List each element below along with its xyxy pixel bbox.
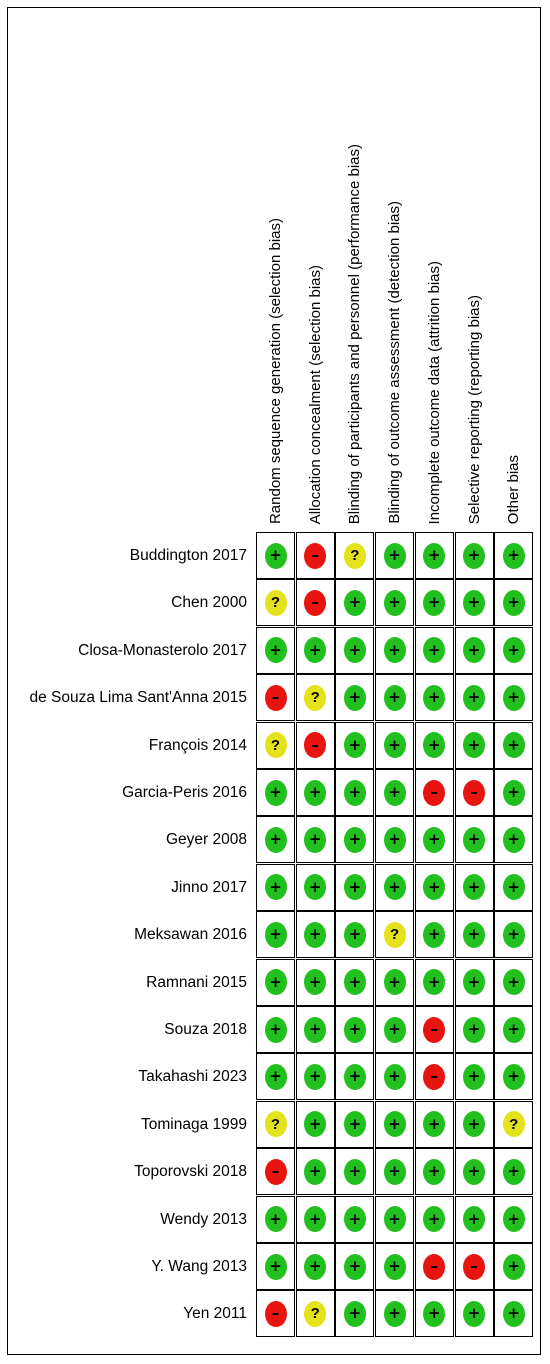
rating-cell <box>415 1148 454 1195</box>
low-risk-mark: + <box>304 827 326 853</box>
rating-cell <box>375 674 414 721</box>
rating-cell <box>455 674 494 721</box>
low-risk-mark: + <box>503 1017 525 1043</box>
study-label: Wendy 2013 <box>160 1210 247 1228</box>
rating-cell <box>415 816 454 863</box>
column-header <box>415 0 455 530</box>
low-risk-mark: + <box>384 1111 406 1137</box>
rating-cell <box>494 1290 533 1337</box>
study-label: Ramnani 2015 <box>146 973 247 991</box>
rating-cell <box>335 579 374 626</box>
study-label: Souza 2018 <box>164 1021 247 1038</box>
rating-cell <box>296 1053 335 1100</box>
rating-cell <box>335 1196 374 1243</box>
rating-cell <box>494 674 533 721</box>
column-header-label: Selective reporting (reporting bias) <box>465 294 483 524</box>
rating-cell <box>296 1006 335 1053</box>
high-risk-mark: – <box>265 1301 287 1327</box>
low-risk-mark: + <box>423 1159 445 1185</box>
study-label: Tominaga 1999 <box>141 1115 247 1133</box>
rating-cell <box>455 1290 494 1337</box>
low-risk-mark: + <box>304 1064 326 1090</box>
low-risk-mark: + <box>463 1111 485 1137</box>
rating-cell <box>296 1101 335 1148</box>
rating-cell <box>296 1243 335 1290</box>
study-label: Closa-Monasterolo 2017 <box>78 641 247 659</box>
column-header-label: Other bias <box>505 454 523 524</box>
low-risk-mark: + <box>423 543 445 569</box>
low-risk-mark: + <box>463 1064 485 1090</box>
rating-cell <box>335 674 374 721</box>
rating-cell <box>375 1290 414 1337</box>
low-risk-mark: + <box>384 1206 406 1232</box>
study-label: Jinno 2017 <box>171 878 247 896</box>
rating-cell <box>494 532 533 579</box>
low-risk-mark: + <box>304 637 326 663</box>
rating-cell <box>256 1196 295 1243</box>
low-risk-mark: + <box>265 969 287 995</box>
column-header-label: Incomplete outcome data (attrition bias) <box>425 260 443 524</box>
rating-cell <box>335 769 374 816</box>
rating-cell <box>375 532 414 579</box>
low-risk-mark: + <box>265 637 287 663</box>
rating-cell <box>375 722 414 769</box>
low-risk-mark: + <box>423 590 445 616</box>
column-header-label: Blinding of outcome assessment (detection bias) <box>386 201 404 524</box>
rating-cell <box>494 911 533 958</box>
rating-cell <box>256 722 295 769</box>
rating-cell <box>375 627 414 674</box>
low-risk-mark: + <box>384 543 406 569</box>
rating-cell <box>375 864 414 911</box>
rating-cell <box>296 1196 335 1243</box>
unclear-risk-mark: ? <box>304 685 326 711</box>
low-risk-mark: + <box>503 590 525 616</box>
rating-cell <box>335 1148 374 1195</box>
rating-cell <box>415 1053 454 1100</box>
rating-cell <box>296 532 335 579</box>
column-header <box>335 0 375 530</box>
high-risk-mark: – <box>463 780 485 806</box>
low-risk-mark: + <box>503 732 525 758</box>
rating-cell <box>494 579 533 626</box>
rating-cell <box>494 1196 533 1243</box>
rating-cell <box>415 1243 454 1290</box>
rating-cell <box>415 1006 454 1053</box>
rating-cell <box>415 674 454 721</box>
rating-cell <box>256 1148 295 1195</box>
rating-cell <box>494 816 533 863</box>
rating-cell <box>375 911 414 958</box>
low-risk-mark: + <box>463 1159 485 1185</box>
low-risk-mark: + <box>384 732 406 758</box>
unclear-risk-mark: ? <box>265 1111 287 1137</box>
rating-cell <box>256 674 295 721</box>
low-risk-mark: + <box>384 969 406 995</box>
rating-cell <box>455 722 494 769</box>
rating-cell <box>455 1053 494 1100</box>
rating-cell <box>256 769 295 816</box>
unclear-risk-mark: ? <box>344 543 366 569</box>
low-risk-mark: + <box>423 1206 445 1232</box>
rating-cell <box>455 769 494 816</box>
high-risk-mark: – <box>423 1254 445 1280</box>
column-header <box>494 0 534 530</box>
low-risk-mark: + <box>423 922 445 948</box>
rating-cell <box>415 627 454 674</box>
low-risk-mark: + <box>265 827 287 853</box>
rating-cell <box>335 816 374 863</box>
rating-cell <box>256 1243 295 1290</box>
rating-cell <box>335 1243 374 1290</box>
low-risk-mark: + <box>304 1254 326 1280</box>
high-risk-mark: – <box>423 780 445 806</box>
low-risk-mark: + <box>304 922 326 948</box>
high-risk-mark: – <box>304 590 326 616</box>
high-risk-mark: – <box>265 685 287 711</box>
low-risk-mark: + <box>384 1159 406 1185</box>
low-risk-mark: + <box>503 1301 525 1327</box>
rating-cell <box>375 1006 414 1053</box>
low-risk-mark: + <box>265 543 287 569</box>
rating-cell <box>375 579 414 626</box>
rating-cell <box>335 722 374 769</box>
low-risk-mark: + <box>423 827 445 853</box>
low-risk-mark: + <box>384 827 406 853</box>
rating-cell <box>296 959 335 1006</box>
rating-cell <box>455 627 494 674</box>
low-risk-mark: + <box>463 922 485 948</box>
column-header <box>296 0 336 530</box>
low-risk-mark: + <box>344 1111 366 1137</box>
low-risk-mark: + <box>503 827 525 853</box>
low-risk-mark: + <box>503 780 525 806</box>
low-risk-mark: + <box>304 1017 326 1043</box>
low-risk-mark: + <box>503 969 525 995</box>
unclear-risk-mark: ? <box>503 1111 525 1137</box>
rating-cell <box>415 911 454 958</box>
low-risk-mark: + <box>463 1301 485 1327</box>
low-risk-mark: + <box>344 969 366 995</box>
rating-cell <box>494 864 533 911</box>
low-risk-mark: + <box>344 685 366 711</box>
rating-cell <box>256 1290 295 1337</box>
rating-cell <box>415 959 454 1006</box>
rating-cell <box>375 959 414 1006</box>
low-risk-mark: + <box>304 969 326 995</box>
low-risk-mark: + <box>463 637 485 663</box>
rating-cell <box>335 959 374 1006</box>
rating-cell <box>335 864 374 911</box>
rating-cell <box>296 579 335 626</box>
low-risk-mark: + <box>384 1301 406 1327</box>
study-label: Toporovski 2018 <box>134 1163 247 1181</box>
rating-cell <box>455 959 494 1006</box>
rating-cell <box>415 1196 454 1243</box>
high-risk-mark: – <box>304 543 326 569</box>
low-risk-mark: + <box>423 969 445 995</box>
rating-cell <box>296 769 335 816</box>
study-label: François 2014 <box>148 736 247 754</box>
low-risk-mark: + <box>384 874 406 900</box>
low-risk-mark: + <box>423 1111 445 1137</box>
rating-cell <box>296 816 335 863</box>
rating-cell <box>455 864 494 911</box>
rating-cell <box>335 532 374 579</box>
rating-cell <box>494 1243 533 1290</box>
low-risk-mark: + <box>265 874 287 900</box>
low-risk-mark: + <box>423 732 445 758</box>
low-risk-mark: + <box>304 874 326 900</box>
low-risk-mark: + <box>344 874 366 900</box>
low-risk-mark: + <box>344 1301 366 1327</box>
low-risk-mark: + <box>344 827 366 853</box>
rating-cell <box>256 1053 295 1100</box>
low-risk-mark: + <box>384 780 406 806</box>
study-label: de Souza Lima Sant'Anna 2015 <box>29 689 247 707</box>
high-risk-mark: – <box>423 1017 445 1043</box>
rating-cell <box>335 1290 374 1337</box>
study-label: Meksawan 2016 <box>134 926 247 944</box>
low-risk-mark: + <box>423 637 445 663</box>
rating-cell <box>375 1196 414 1243</box>
low-risk-mark: + <box>304 1159 326 1185</box>
low-risk-mark: + <box>423 874 445 900</box>
study-label: Chen 2000 <box>171 594 247 612</box>
rating-cell <box>415 579 454 626</box>
rating-cell <box>415 864 454 911</box>
low-risk-mark: + <box>503 637 525 663</box>
rating-cell <box>455 911 494 958</box>
rating-cell <box>494 1053 533 1100</box>
low-risk-mark: + <box>265 1206 287 1232</box>
column-header <box>256 0 296 530</box>
rating-cell <box>256 816 295 863</box>
low-risk-mark: + <box>384 685 406 711</box>
rating-cell <box>296 911 335 958</box>
rating-cell <box>455 579 494 626</box>
rating-cell <box>415 722 454 769</box>
low-risk-mark: + <box>265 1064 287 1090</box>
rating-cell <box>494 1006 533 1053</box>
low-risk-mark: + <box>463 543 485 569</box>
low-risk-mark: + <box>344 637 366 663</box>
rating-cell <box>494 959 533 1006</box>
low-risk-mark: + <box>384 590 406 616</box>
low-risk-mark: + <box>463 874 485 900</box>
rating-cell <box>256 1006 295 1053</box>
low-risk-mark: + <box>344 1159 366 1185</box>
low-risk-mark: + <box>384 1017 406 1043</box>
study-label: Buddington 2017 <box>129 547 247 564</box>
column-header-label: Random sequence generation (selection bias) <box>267 217 284 524</box>
low-risk-mark: + <box>344 1254 366 1280</box>
low-risk-mark: + <box>463 827 485 853</box>
study-label: Takahashi 2023 <box>138 1068 247 1086</box>
rating-cell <box>415 1101 454 1148</box>
low-risk-mark: + <box>503 1159 525 1185</box>
low-risk-mark: + <box>423 1301 445 1327</box>
unclear-risk-mark: ? <box>265 732 287 758</box>
low-risk-mark: + <box>384 1064 406 1090</box>
low-risk-mark: + <box>463 685 485 711</box>
low-risk-mark: + <box>344 1206 366 1232</box>
low-risk-mark: + <box>344 780 366 806</box>
rating-cell <box>256 579 295 626</box>
low-risk-mark: + <box>384 637 406 663</box>
rating-cell <box>455 816 494 863</box>
rating-cell <box>335 627 374 674</box>
low-risk-mark: + <box>384 1254 406 1280</box>
rating-cell <box>296 722 335 769</box>
low-risk-mark: + <box>503 922 525 948</box>
rating-cell <box>256 627 295 674</box>
low-risk-mark: + <box>265 1017 287 1043</box>
high-risk-mark: – <box>463 1254 485 1280</box>
rating-cell <box>455 1148 494 1195</box>
low-risk-mark: + <box>265 922 287 948</box>
rating-cell <box>256 959 295 1006</box>
rating-cell <box>375 1243 414 1290</box>
rating-cell <box>256 1101 295 1148</box>
rating-cell <box>256 911 295 958</box>
low-risk-mark: + <box>503 1254 525 1280</box>
rating-cell <box>455 1196 494 1243</box>
rating-cell <box>335 1101 374 1148</box>
rating-cell <box>335 1053 374 1100</box>
low-risk-mark: + <box>344 732 366 758</box>
low-risk-mark: + <box>265 780 287 806</box>
rating-cell <box>296 1148 335 1195</box>
column-header-label: Allocation concealment (selection bias) <box>306 264 324 524</box>
rating-cell <box>494 1101 533 1148</box>
low-risk-mark: + <box>344 922 366 948</box>
low-risk-mark: + <box>344 1064 366 1090</box>
rating-cell <box>296 1290 335 1337</box>
high-risk-mark: – <box>304 732 326 758</box>
rating-cell <box>494 722 533 769</box>
column-header-label: Blinding of participants and personnel (performance bias) <box>346 143 364 524</box>
low-risk-mark: + <box>463 590 485 616</box>
low-risk-mark: + <box>503 1206 525 1232</box>
low-risk-mark: + <box>463 1017 485 1043</box>
rating-cell <box>494 627 533 674</box>
rating-cell <box>455 1243 494 1290</box>
low-risk-mark: + <box>344 1017 366 1043</box>
study-label: Y. Wang 2013 <box>151 1258 247 1275</box>
low-risk-mark: + <box>304 1111 326 1137</box>
low-risk-mark: + <box>423 685 445 711</box>
rating-cell <box>256 532 295 579</box>
rating-cell <box>375 816 414 863</box>
low-risk-mark: + <box>463 969 485 995</box>
rating-cell <box>335 1006 374 1053</box>
rating-cell <box>296 674 335 721</box>
study-label: Geyer 2008 <box>166 831 247 849</box>
rating-cell <box>455 1101 494 1148</box>
rating-cell <box>455 532 494 579</box>
rating-cell <box>415 769 454 816</box>
low-risk-mark: + <box>265 1254 287 1280</box>
rating-cell <box>296 864 335 911</box>
unclear-risk-mark: ? <box>384 922 406 948</box>
rating-cell <box>415 532 454 579</box>
rating-cell <box>256 864 295 911</box>
rating-cell <box>296 627 335 674</box>
rating-cell <box>415 1290 454 1337</box>
study-label: Garcia-Peris 2016 <box>122 784 247 801</box>
low-risk-mark: + <box>503 874 525 900</box>
column-header <box>455 0 495 530</box>
low-risk-mark: + <box>503 685 525 711</box>
rating-cell <box>494 769 533 816</box>
high-risk-mark: – <box>423 1064 445 1090</box>
low-risk-mark: + <box>503 543 525 569</box>
rating-cell <box>375 1053 414 1100</box>
rating-cell <box>494 1148 533 1195</box>
high-risk-mark: – <box>265 1159 287 1185</box>
low-risk-mark: + <box>304 780 326 806</box>
rating-cell <box>375 769 414 816</box>
low-risk-mark: + <box>463 1206 485 1232</box>
rating-cell <box>455 1006 494 1053</box>
rating-cell <box>375 1148 414 1195</box>
unclear-risk-mark: ? <box>265 590 287 616</box>
study-label: Yen 2011 <box>183 1305 247 1323</box>
column-header <box>375 0 415 530</box>
low-risk-mark: + <box>503 1064 525 1090</box>
low-risk-mark: + <box>304 1206 326 1232</box>
low-risk-mark: + <box>463 732 485 758</box>
unclear-risk-mark: ? <box>304 1301 326 1327</box>
rating-cell <box>335 911 374 958</box>
rating-cell <box>375 1101 414 1148</box>
low-risk-mark: + <box>344 590 366 616</box>
